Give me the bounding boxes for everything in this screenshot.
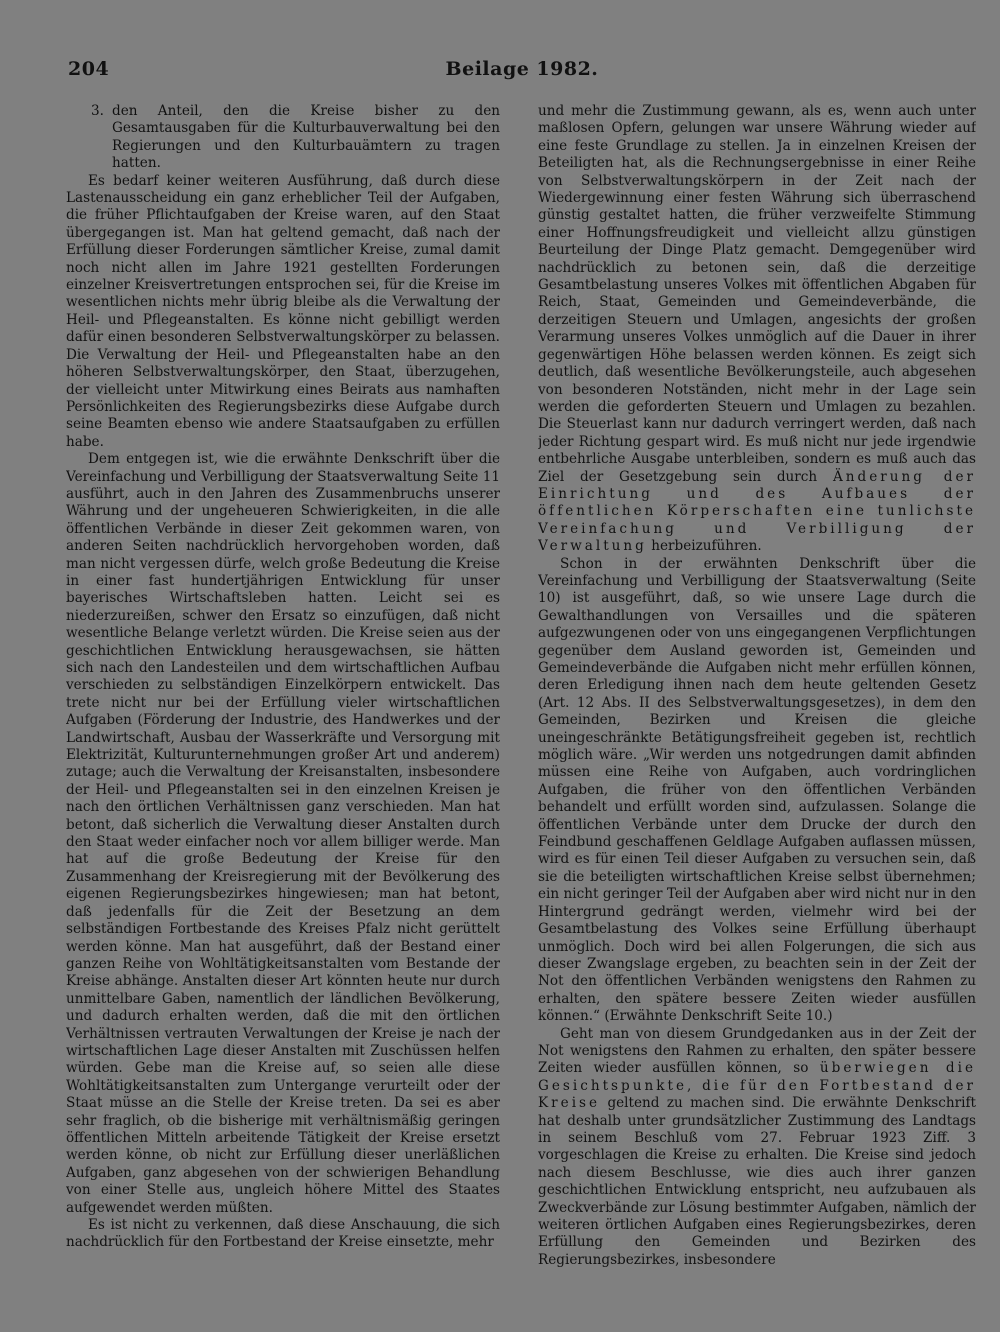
paragraph: Schon in der erwähnten Denkschrift über die Vereinfachung und Verbilligung der Staatsverwaltung (Seite 10) ist ausgeführt, daß, so wie unsere Lage durch die Gewalthandlungen von Versailles und die späteren aufgezwungenen oder von uns eingegangenen Verpflichtungen gegenüber dem Ausland geworden ist, Gemeinden und Gemeindeverbände die Aufgaben nicht mehr erfüllen können, deren Erledigung ihnen nach dem heute geltenden Gesetz (Art. 12 Abs. II des Selbstverwaltungsgesetzes), in dem den Gemeinden, Bezirken und Kreisen die gleiche uneingeschränkte Betätigungsfreiheit gegeben ist, rechtlich möglich wäre. „Wir werden uns notgedrungen damit abfinden müssen eine Reihe von Aufgaben, auch vordringlichen Aufgaben, die früher von den öffentlichen Verbänden behandelt und erfüllt worden sind, aufzulassen. Solange die öffentlichen Verbände unter dem Drucke der durch den Feindbund geschaffenen Geldlage Aufgaben auflassen müssen, wird es für einen Teil dieser Aufgaben zu versuchen sein, daß sie die beteiligten wirtschaftlichen Kreise selbst übernehmen; ein nicht geringer Teil der Aufgaben aber wird nicht nur in den Hintergrund gedrängt werden, vielmehr wird bei der Gesamtbelastung des Volkes seine Erfüllung überhaupt unmöglich. Doch wird bei allen Folgerungen, die sich aus dieser Zwangslage ergeben, zu beachten sein in der Zeit der Not den öffentlichen Verbänden wenigstens den Rahmen zu erhalten, den spätere bessere Zeiten wieder ausfüllen können.“ (Erwähnte Denkschrift Seite 10.) — [538, 555, 976, 1025]
page-number: 204 — [68, 58, 110, 80]
list-item-number: 3. — [91, 103, 104, 119]
emphasized-text: überwiegen die Gesichtspunkte, die für den Fortbestand der Kreise — [538, 1060, 976, 1112]
paragraph-text: und mehr die Zustimmung gewann, als es, wenn auch unter maßlosen Opfern, gelungen war unsere Währung wieder auf eine feste Grundlage zu stellen. Ja in einzelnen Kreisen der Beteiligten hat, als die Rechnungsergebnisse in einer Reihe von Selbstverwaltungskörpern in der Zeit nach der Wiedergewinnung einer festen Währung sich überraschend günstig gestaltet hatten, die früher verzweifelte Stimmung einer Hoffnungsfreudigkeit und vielleicht allzu günstigen Beurteilung der Dinge Platz gemacht. Demgegenüber wird nachdrücklich zu betonen sein, daß die derzeitige Gesamtbelastung unseres Volkes mit öffentlichen Abgaben für Reich, Staat, Gemeinden und Gemeindeverbände, die derzeitigen Steuern und Umlagen, angesichts der großen Verarmung unseres Volkes unmöglich auf die Dauer in ihrer gegenwärtigen Höhe belassen werden können. Es zeigt sich deutlich, daß wesentliche Bevölkerungsteile, auch abgesehen von besonderen Notständen, nicht mehr in der Lage sein werden die geforderten Steuern und Umlagen zu bezahlen. Die Steuerlast kann nur dadurch verringert werden, daß nach jeder Richtung gespart wird. Es muß nicht nur jede irgendwie entbehrliche Ausgabe unterbleiben, sondern es muß auch das Ziel der Gesetzgebung sein durch — [538, 103, 976, 485]
paragraph — [538, 1026, 976, 1270]
paragraph — [538, 103, 976, 556]
running-title: Beilage 1982. — [445, 58, 599, 80]
paragraph-text: Geht man von diesem Grundgedanken aus in der Zeit der Not wenigstens den Rahmen zu erhalten, den später bessere Zeiten wieder ausfüllen können, so — [538, 1025, 976, 1077]
left-column — [66, 103, 500, 1283]
page-header — [68, 58, 976, 88]
emphasized-text: Änderung der Einrichtung und des Aufbaues der öffentlichen Körperschaften eine tunlichste Vereinfachung und Verbilligung der Verwaltung — [538, 468, 976, 555]
paragraph: Es bedarf keiner weiteren Ausführung, daß durch diese Lastenausscheidung ein ganz erheblicher Teil der Aufgaben, die früher Pflichtaufgaben der Kreise waren, auf den Staat übergegangen ist. Man hat geltend gemacht, daß nach der Erfüllung dieser Forderungen sämtlicher Kreise, zumal damit noch nicht allen im Jahre 1921 gestellten Forderungen einzelner Kreisvertretungen entsprochen sei, für die Kreise im wesentlichen nichts mehr übrig bleibe als die Verwaltung der Heil- und Pflegeanstalten. Es könne nicht gebilligt werden dafür einen besonderen Selbstverwaltungskörper zu belassen. Die Verwaltung der Heil- und Pflegeanstalten habe an den höheren Selbstverwaltungskörper, den Staat, überzugehen, der vielleicht unter Mitwirkung eines Beirats aus namhaften Persönlichkeiten des Regierungsbezirks diese Aufgabe durch seine Beamten ebenso wie andere Staatsaufgaben zu erfüllen habe. — [66, 172, 500, 450]
paragraph: Dem entgegen ist, wie die erwähnte Denkschrift über die Vereinfachung und Verbilligung der Staatsverwaltung Seite 11 ausführt, auch in den Jahren des Zusammenbruchs unserer Währung und der ungeheueren Schwierigkeiten, in die alle öffentlichen Verbände in dieser Zeit gekommen waren, von anderen Seiten nachdrücklich hervorgehoben worden, daß man nicht vergessen dürfe, welch große Bedeutung die Kreise in einer fast hundertjährigen Entwicklung für unser bayerisches Wirtschaftsleben hatten. Leicht sei es niederzureißen, schwer den Ersatz so einzufügen, daß nicht wesentliche Belange verletzt würden. Die Kreise seien aus der geschichtlichen Entwicklung herausgewachsen, sie hätten sich nach den Landesteilen und dem wirtschaftlichen Aufbau verschieden zu selbständigen Einzelkörpern entwickelt. Das trete nicht nur bei der Erfüllung vieler wirtschaftlichen Aufgaben (Förderung der Industrie, des Handwerkes und der Landwirtschaft, Ausbau der Wasserkräfte und Versorgung mit Elektrizität, Kulturunternehmungen großer Art und anderem) zutage; auch die Verwaltung der Kreisanstalten, insbesondere der Heil- und Pflegeanstalten sei in den einzelnen Kreisen je nach den örtlichen Verhältnissen ganz verschieden. Man hat betont, daß sicherlich die Verwaltung dieser Anstalten durch den Staat weder einfacher noch vor allem billiger werde. Man hat auf die große Bedeutung der Kreise für den Zusammenhang der Kreisregierung mit der Bevölkerung des eigenen Regierungsbezirkes hingewiesen; man hat betont, daß jedenfalls für die Zeit der Besetzung an dem selbständigen Fortbestande des Kreises Pfalz nicht gerüttelt werden könne. Man hat ausgeführt, daß der Bestand einer ganzen Reihe von Wohltätigkeitsanstalten vom Bestande der Kreise abhänge. Anstalten dieser Art könnten heute nur durch unmittelbare Gaben, namentlich der ländlichen Bevölkerung, und dadurch erhalten werden, daß die mit den örtlichen Verhältnissen vertrauten Verwaltungen der Kreise je nach der wirtschaftlichen Lage dieser Anstalten mit Zuschüssen helfen würden. Gebe man die Kreise auf, so seien alle diese Wohltätigkeitsanstalten zum Untergange verurteilt oder der Staat müsse an die Stelle der Kreise treten. Da sei es aber sehr fraglich, ob die bisherige mit verhältnismäßig geringen öffentlichen Mitteln arbeitende Tätigkeit der Kreise ersetzt werden könne, ob nicht zur Erfüllung dieser unerläßlichen Aufgaben, ganz abgesehen von der schwierigen Behandlung von einer Stelle aus, ungleich höhere Mittel des Staates aufgewendet werden müßten. — [66, 451, 500, 1216]
paragraph: Es ist nicht zu verkennen, daß diese Anschauung, die sich nachdrücklich für den Fortbestand der Kreise einsetzte, mehr — [66, 1217, 500, 1251]
right-column — [538, 103, 976, 1283]
list-item — [66, 103, 500, 173]
paragraph-text: geltend zu machen sind. Die erwähnte Denkschrift hat deshalb unter grundsätzlicher Zustimmung des Landtags in seinem Beschluß vom 27. Februar 1923 Ziff. 3 vorgeschlagen die Kreise zu erhalten. Die Kreise sind jedoch nach diesem Beschlusse, wie dies auch ihrer ganzen geschichtlichen Entwicklung entspricht, neu aufzubauen als Zweckverbände zur Lösung bestimmter Aufgaben, nämlich der weiteren örtlichen Aufgaben eines Regierungsbezirkes, deren Erfüllung den Gemeinden und Bezirken des Regierungsbezirkes, insbesondere — [538, 1095, 976, 1268]
list-item-text: den Anteil, den die Kreise bisher zu den Gesamtausgaben für die Kulturbauverwaltung bei den Regierungen und den Kulturbauämtern zu tragen hatten. — [112, 103, 500, 172]
paragraph-text: herbeizuführen. — [651, 538, 762, 555]
